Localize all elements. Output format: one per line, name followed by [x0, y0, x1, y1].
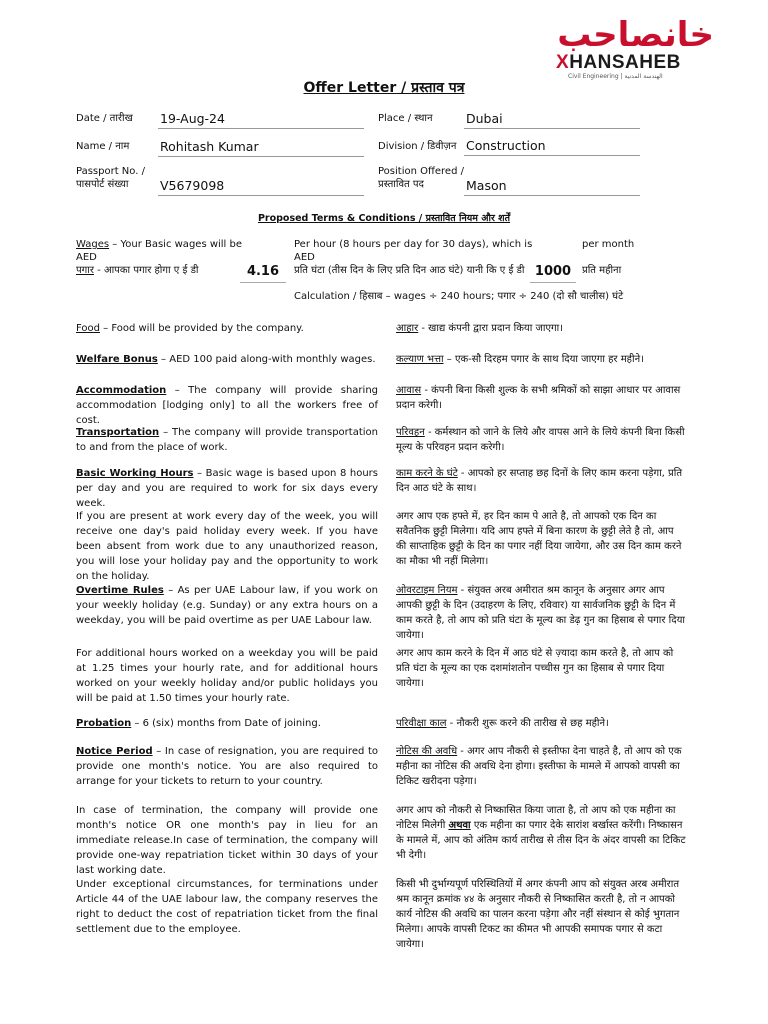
transportation-en: Transportation – The company will provide transportation to and from the place of work.	[76, 427, 378, 453]
holiday-pay-hi: अगर आप एक हफ्ते में, हर दिन काम पे आते है, तो आपको एक दिन का सवैतनिक छुट्टी मिलेगा। यदि आप हफ्ते में बिना कारण के छुट्टी लेते है तो, आप की साप्ताहिक छुट्टी के दिन का पगार नहीं दिया जायेगा, और उस दिन काम करने का मौका भी नहीं मिलेगा।	[396, 511, 682, 567]
hourly-wage-value: 4.16	[240, 264, 286, 283]
name-value: Rohitash Kumar	[158, 138, 364, 157]
company-logo-subtitle: Civil Engineering | الهندسة المدنية	[568, 73, 663, 80]
logo-arabic-text: خانصاحب	[557, 15, 714, 52]
probation-hi: परिवीक्षा काल - नौकरी शुरू करने की तारीख से छह महीने।	[396, 718, 609, 729]
company-logo-english: XHANSAHEB	[556, 52, 681, 73]
date-label: Date / तारीख	[76, 113, 133, 124]
per-month-text: per month प्रति महीना	[582, 239, 635, 276]
termination-hi: अगर आप को नौकरी से निष्कासित किया जाता है, तो आप को एक महीना का नोटिस मिलेगी अथवा एक महीना का पगार देके सारांश बर्खास्त करेंगी। निष्कासन के मामले में, आप को अंतिम कार्य तारीख से तीस दिन के अंदर वापसी का टिकिट भी देगी।	[396, 805, 686, 861]
position-value: Mason	[464, 177, 640, 196]
place-value: Dubai	[464, 110, 640, 129]
terms-heading: Proposed Terms & Conditions / प्रस्तावित नियम और शर्तें	[257, 213, 511, 224]
food-en: Food – Food will be provided by the company.	[76, 323, 304, 334]
place-label: Place / स्थान	[378, 113, 433, 124]
termination-en: In case of termination, the company will provide one month's notice OR one month's pay in lieu for an immediate release.In case of termination, the company will provide one-way repatriation ticket within 30 days of your last working date.	[76, 805, 378, 876]
passport-value: V5679098	[158, 177, 364, 196]
passport-label: Passport No. / पासपोर्ट संख्या	[76, 166, 145, 190]
monthly-wage-value: 1000	[530, 264, 576, 283]
extra-hours-en: For additional hours worked on a weekday you will be paid at 1.25 times your hourly rate, and for additional hours worked on your weekly holiday and/or public holidays you will be paid at 1.50 times your hourly rate.	[76, 648, 378, 704]
welfare-en: Welfare Bonus – AED 100 paid along-with monthly wages.	[76, 354, 376, 365]
wages-text: Wages – Your Basic wages will be AED पगार - आपका पगार होगा ए ई डी	[76, 239, 243, 276]
transportation-hi: परिवहन - कर्मस्थान को जाने के लिये और वापस आने के लिये कंपनी बिना किसी मूल्य के परिवहन प्रदान करेगी।	[396, 427, 685, 453]
holiday-pay-en: If you are present at work every day of the week, you will receive one day's paid holiday every week. If you have been absent from work due to any unauthorized reason, you will lose your holiday pay and the opportunity to work on the holiday.	[76, 511, 378, 582]
welfare-hi: कल्याण भत्ता – एक-सौ दिरहम पगार के साथ दिया जाएगा हर महीने।	[396, 354, 644, 365]
extra-hours-hi: अगर आप काम करने के दिन में आठ घंटे से ज़्यादा काम करते है, तो आप को प्रति घंटा के मूल्य का एक दशमांशतोन पच्चीस गुन का हिसाब से पगार दिया जायेगा।	[396, 648, 674, 689]
calculation-text: Calculation / हिसाब – wages ÷ 240 hours; पगार ÷ 240 (दो सौ चालीस) घंटे	[294, 291, 624, 302]
accommodation-hi: आवास - कंपनी बिना किसी शुल्क के सभी श्रमिकों को साझा आधार पर आवास प्रदान करेगी।	[396, 385, 681, 411]
exceptional-hi: किसी भी दुर्भाग्यपूर्ण परिस्थितियों में अगर कंपनी आप को संयुक्त अरब अमीरात श्रम कानून क्रमांक ४४ के अनुसार नौकरी से निष्कासित करती है, तो न आपको कार्य नोटिस की अवधि का पालन करना पड़ेगा और नहीं संस्थान से कोई भुगतान मिलेगा। आपके वापसी टिकट का कीमत भी आपकी समापक पगार से कटा जायेगा।	[396, 879, 680, 950]
working-hours-en: Basic Working Hours – Basic wage is based upon 8 hours per day and you are required to work for six days every week.	[76, 468, 378, 509]
probation-en: Probation – 6 (six) months from Date of joining.	[76, 718, 321, 729]
division-value: Construction	[464, 137, 640, 156]
division-label: Division / डिवीज़न	[378, 141, 457, 152]
name-label: Name / नाम	[76, 141, 130, 152]
company-logo-arabic	[556, 12, 716, 52]
accommodation-en: Accommodation – The company will provide sharing accommodation [lodging only] to all the workers free of cost.	[76, 385, 378, 426]
overtime-en: Overtime Rules – As per UAE Labour law, if you work on your weekly holiday (e.g. Sunday) or any extra hours on a weekday, you will be paid overtime as per UAE Labour law.	[76, 585, 378, 626]
page-title: Offer Letter / प्रस्ताव पत्र	[303, 80, 465, 96]
notice-hi: नोटिस की अवधि - अगर आप नौकरी से इस्तीफा देना चाहते है, तो आप को एक महीना का नोटिस की अवधि देना होगा। इस्तीफा के मामले में आपको वापसी का टिकिट खरीदना पड़ेगा।	[396, 746, 682, 787]
per-hour-text: Per hour (8 hours per day for 30 days), which is AED प्रति घंटा (तीस दिन के लिए प्रति दिन आठ घंटे) यानी कि ए ई डी	[294, 239, 533, 276]
position-label: Position Offered / प्रस्तावित पद	[378, 166, 464, 190]
working-hours-hi: काम करने के घंटे - आपको हर सप्ताह छह दिनों के लिए काम करना पड़ेगा, प्रति दिन आठ घंटे के साथ।	[396, 468, 683, 494]
date-value: 19-Aug-24	[158, 110, 364, 129]
food-hi: आहार - खाद्य कंपनी द्वारा प्रदान किया जाएगा।	[396, 323, 564, 334]
overtime-hi: ओवरटाइम नियम - संयुक्त अरब अमीरात श्रम कानून के अनुसार अगर आप आपकी छुट्टी के दिन (उदाहरण के लिए, रविवार) या सार्वजनिक छुट्टी के दिन में काम करते है, तो आप को प्रति घंटा के मूल्य का डेढ़ गुन का हिसाब से पगार दिया जायेगा।	[396, 585, 685, 641]
exceptional-en: Under exceptional circumstances, for terminations under Article 44 of the UAE labour law, the company reserves the right to deduct the cost of repatriation ticket from the final settlement due to the employee.	[76, 879, 378, 935]
notice-en: Notice Period – In case of resignation, you are required to provide one month's notice. You are also required to arrange for your tickets to return to your country.	[76, 746, 379, 787]
